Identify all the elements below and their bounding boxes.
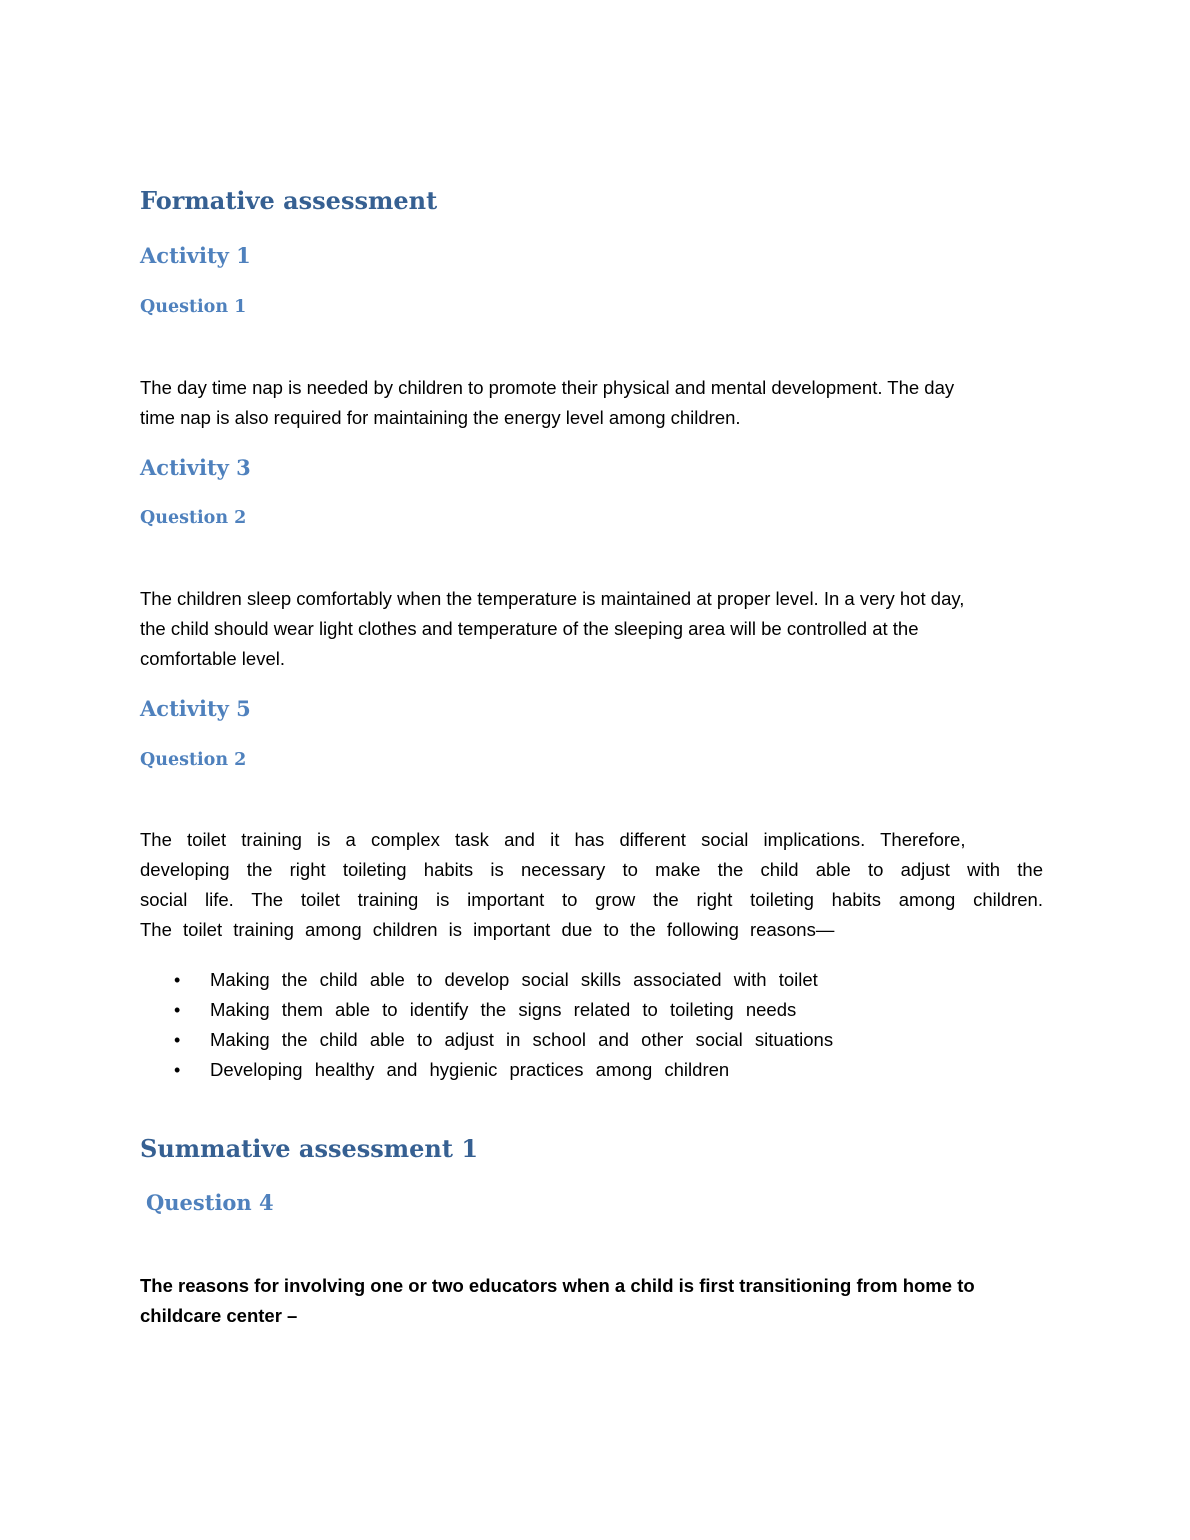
formative-assessment-heading: Formative assessment (140, 186, 438, 215)
answer-line: comfortable level. (140, 648, 285, 669)
activity-1-answer (140, 373, 954, 433)
list-item-text: Developing healthy and hygienic practices among children (210, 1059, 730, 1080)
bullet-icon: • (174, 970, 181, 990)
list-item-text: Making the child able to adjust in school and other social situations (210, 1029, 834, 1050)
bullet-icon: • (174, 1000, 181, 1020)
answer-line: The toilet training is a complex task and it has different social implications. Therefore, (140, 829, 966, 850)
answer-line: The toilet training among children is important due to the following reasons— (140, 919, 835, 940)
activity-3-heading: Activity 3 (140, 455, 251, 480)
summative-question-heading: Question 4 (146, 1190, 274, 1215)
list-item-text: Making them able to identify the signs related to toileting needs (210, 999, 797, 1020)
list-item (140, 995, 833, 1025)
bullet-icon: • (174, 1060, 181, 1080)
list-item (140, 965, 833, 995)
answer-line: developing the right toileting habits is necessary to make the child able to adjust with the (140, 859, 1043, 880)
activity-1-question-heading: Question 1 (140, 297, 247, 317)
answer-line: social life. The toilet training is important to grow the right toileting habits among children. (140, 889, 1043, 910)
list-item-text: Making the child able to develop social skills associated with toilet (210, 969, 818, 990)
answer-line: The day time nap is needed by children to promote their physical and mental development. The day (140, 377, 955, 398)
list-item (140, 1025, 833, 1055)
activity-5-answer (140, 825, 1043, 945)
activity-5-question-heading: Question 2 (140, 750, 247, 770)
answer-line: The reasons for involving one or two educators when a child is first transitioning from home to (140, 1275, 975, 1296)
summative-assessment-heading: Summative assessment 1 (140, 1134, 479, 1163)
answer-line: childcare center – (140, 1305, 298, 1326)
list-item (140, 1055, 833, 1085)
activity-3-question-heading: Question 2 (140, 508, 247, 528)
answer-line: The children sleep comfortably when the temperature is maintained at proper level. In a very hot day, (140, 588, 965, 609)
bullet-icon: • (174, 1030, 181, 1050)
activity-3-answer (140, 584, 964, 674)
answer-line: time nap is also required for maintaining the energy level among children. (140, 407, 741, 428)
answer-line: the child should wear light clothes and temperature of the sleeping area will be controlled at the (140, 618, 919, 639)
summative-answer (140, 1271, 975, 1331)
activity-5-heading: Activity 5 (140, 696, 251, 721)
toilet-training-reasons-list (140, 965, 833, 1085)
activity-1-heading: Activity 1 (140, 243, 251, 268)
